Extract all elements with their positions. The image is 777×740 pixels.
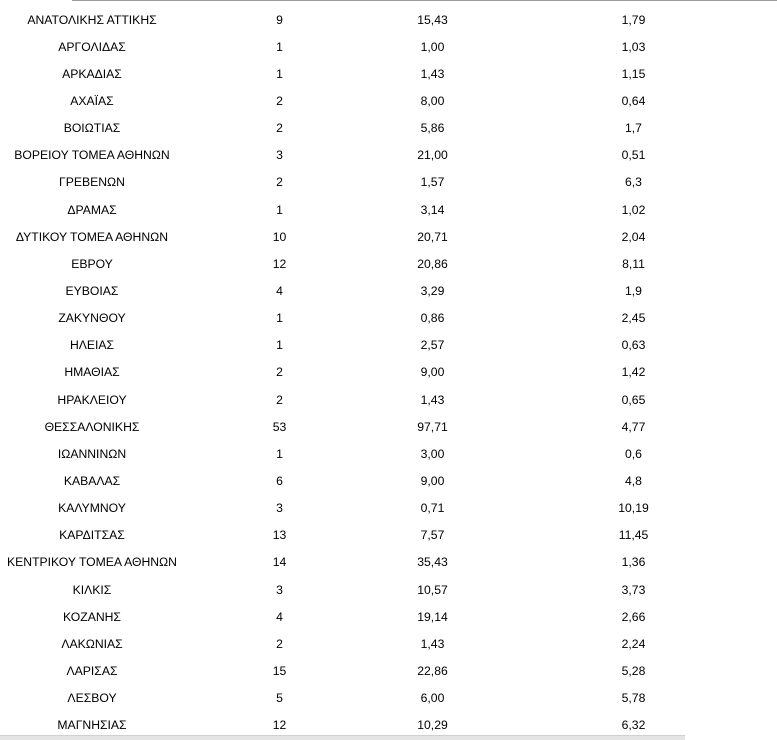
value-a: 20,86 [417,256,448,271]
table-row [0,386,777,413]
value-b: 1,42 [621,365,646,380]
table-row [0,60,777,87]
count-value: 3 [276,148,283,163]
count-value: 53 [272,419,287,434]
value-a: 9,00 [420,365,445,380]
count-value: 1 [276,311,283,326]
table-row [0,250,777,277]
table-row [0,305,777,332]
region-name: ΗΡΑΚΛΕΙΟΥ [57,392,127,407]
value-b: 8,11 [622,256,645,271]
region-name: ΒΟΙΩΤΙΑΣ [63,121,121,136]
region-name: ΑΡΓΟΛΙΔΑΣ [58,39,126,54]
count-value: 5 [276,691,283,706]
value-a: 1,57 [420,175,445,190]
region-name: ΛΕΣΒΟΥ [67,691,117,706]
region-name: ΑΧΑΪΑΣ [70,93,114,108]
region-name: ΑΝΑΤΟΛΙΚΗΣ ΑΤΤΙΚΗΣ [27,12,157,27]
value-b: 1,9 [625,283,642,298]
value-a: 35,43 [417,555,448,570]
count-value: 4 [276,283,283,298]
count-value: 9 [276,12,283,27]
region-name: ΚΕΝΤΡΙΚΟΥ ΤΟΜΕΑ ΑΘΗΝΩΝ [7,555,177,570]
value-b: 1,02 [621,202,646,217]
count-value: 2 [276,121,283,136]
value-a: 10,57 [417,582,448,597]
value-b: 1,15 [621,66,646,81]
value-b: 6,3 [625,175,642,190]
region-name: ΕΥΒΟΙΑΣ [65,283,119,298]
value-a: 8,00 [420,93,445,108]
value-a: 3,00 [420,446,445,461]
value-a: 6,00 [420,691,445,706]
value-b: 5,78 [621,691,646,706]
region-name: ΚΑΡΔΙΤΣΑΣ [59,528,125,543]
table-row [0,467,777,494]
value-b: 2,24 [621,636,646,651]
count-value: 13 [272,528,287,543]
count-value: 15 [272,663,287,678]
count-value: 2 [276,175,283,190]
table-row [0,142,777,169]
region-name: ΛΑΚΩΝΙΑΣ [61,636,123,651]
count-value: 1 [276,202,283,217]
table-row [0,413,777,440]
table-row [0,87,777,114]
value-b: 1,7 [625,121,642,136]
value-b: 0,51 [621,148,646,163]
count-value: 10 [272,229,287,244]
region-name: ΔΥΤΙΚΟΥ ΤΟΜΕΑ ΑΘΗΝΩΝ [15,229,169,244]
table-row [0,33,777,60]
count-value: 2 [276,365,283,380]
table-row [0,115,777,142]
table-row [0,685,777,712]
count-value: 2 [276,392,283,407]
count-value: 1 [276,39,283,54]
region-name: ΗΛΕΙΑΣ [69,338,115,353]
value-b: 1,79 [621,12,646,27]
count-value: 2 [276,93,283,108]
region-name: ΘΕΣΣΑΛΟΝΙΚΗΣ [44,419,140,434]
region-name: ΒΟΡΕΙΟΥ ΤΟΜΕΑ ΑΘΗΝΩΝ [14,148,170,163]
region-name: ΔΡΑΜΑΣ [67,202,117,217]
count-value: 3 [276,501,283,516]
table-row [0,359,777,386]
region-name: ΑΡΚΑΔΙΑΣ [62,66,122,81]
region-name: ΙΩΑΝΝΙΝΩΝ [57,446,127,461]
table-row [0,657,777,684]
region-name: ΚΟΖΑΝΗΣ [63,609,121,624]
region-name: ΜΑΓΝΗΣΙΑΣ [57,718,127,733]
count-value: 12 [272,718,287,733]
value-a: 2,57 [420,338,445,353]
value-b: 0,65 [621,392,646,407]
value-b: 6,32 [621,718,646,733]
value-b: 0,6 [625,446,642,461]
table-row [0,6,777,33]
value-a: 9,00 [420,473,445,488]
value-b: 2,45 [621,311,646,326]
count-value: 14 [272,555,287,570]
value-a: 5,86 [420,121,445,136]
value-b: 1,36 [621,555,646,570]
value-a: 3,29 [420,283,445,298]
value-b: 5,28 [621,663,646,678]
top-border-line [72,0,777,1]
table-row [0,630,777,657]
value-a: 97,71 [417,419,448,434]
horizontal-scrollbar[interactable] [0,735,685,740]
value-b: 4,8 [625,473,642,488]
count-value: 1 [276,446,283,461]
value-a: 3,14 [420,202,445,217]
value-a: 15,43 [417,12,448,27]
value-b: 0,64 [621,93,646,108]
table-row [0,576,777,603]
value-a: 7,57 [420,528,445,543]
data-table [0,6,777,739]
table-row [0,522,777,549]
value-a: 19,14 [417,609,448,624]
value-b: 2,04 [621,229,646,244]
value-b: 10,19 [618,501,649,516]
region-name: ΓΡΕΒΕΝΩΝ [59,175,125,190]
value-b: 2,66 [621,609,646,624]
count-value: 1 [276,338,283,353]
count-value: 3 [276,582,283,597]
table-row [0,169,777,196]
count-value: 12 [272,256,287,271]
table-row [0,196,777,223]
value-b: 0,63 [621,338,646,353]
count-value: 1 [276,66,283,81]
count-value: 6 [276,473,283,488]
value-b: 4,77 [621,419,646,434]
value-b: 1,03 [621,39,646,54]
region-name: ΖΑΚΥΝΘΟΥ [58,311,126,326]
table-row [0,495,777,522]
value-a: 10,29 [417,718,448,733]
value-a: 1,43 [420,636,445,651]
count-value: 2 [276,636,283,651]
value-a: 22,86 [417,663,448,678]
table-row [0,603,777,630]
region-name: ΚΑΛΥΜΝΟΥ [58,501,126,516]
table-row [0,549,777,576]
value-a: 1,00 [420,39,445,54]
value-b: 3,73 [621,582,646,597]
count-value: 4 [276,609,283,624]
value-b: 11,45 [618,528,649,543]
value-a: 20,71 [417,229,448,244]
value-a: 1,43 [420,392,445,407]
region-name: ΚΑΒΑΛΑΣ [63,473,121,488]
value-a: 0,86 [420,311,445,326]
value-a: 21,00 [417,148,448,163]
table-row [0,440,777,467]
table-row [0,277,777,304]
table-row [0,223,777,250]
value-a: 0,71 [420,501,445,516]
table-row [0,332,777,359]
region-name: ΛΑΡΙΣΑΣ [66,663,118,678]
region-name: ΗΜΑΘΙΑΣ [64,365,120,380]
region-name: ΚΙΛΚΙΣ [72,582,112,597]
value-a: 1,43 [420,66,445,81]
region-name: ΕΒΡΟΥ [71,256,113,271]
